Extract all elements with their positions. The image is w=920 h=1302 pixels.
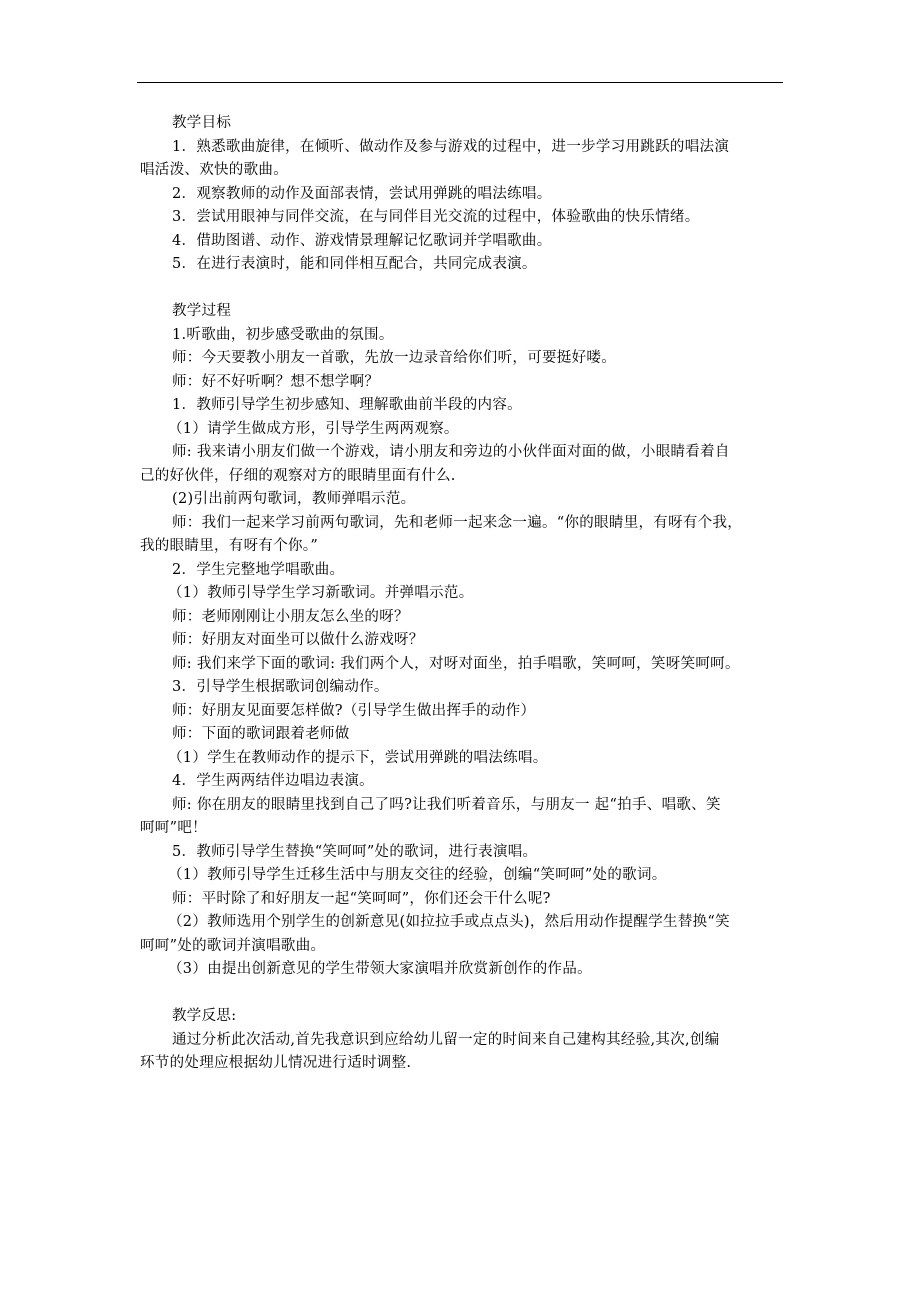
process-line: 5．教师引导学生替换“笑呵呵”处的歌词，进行表演唱。	[172, 843, 538, 860]
process-line: 4．学生两两结伴边唱边表演。	[172, 773, 374, 789]
process-line: 我的眼睛里，有呀有个你。”	[140, 538, 319, 554]
header-rule	[137, 82, 783, 83]
process-line: 师：下面的歌词跟着老师做	[172, 726, 350, 742]
process-line: （1）请学生做成方形，引导学生两两观察。	[168, 420, 459, 437]
process-line: 1．教师引导学生初步感知、理解歌曲前半段的内容。	[172, 397, 522, 413]
process-line: 师：今天要教小朋友一首歌，先放一边录音给你们听，可要挺好喽。	[172, 350, 616, 366]
reflection-line: 通过分析此次活动,首先我意识到应给幼儿留一定的时间来自己建构其经验,其次,创编	[172, 1031, 720, 1048]
process-heading: 教学过程	[172, 303, 232, 319]
process-line: 师: 我来请小朋友们做一个游戏，请小朋友和旁边的小伙伴面对面的做，小眼睛看着自	[172, 444, 730, 460]
process-line: 师：我们一起来学习前两句歌词，先和老师一起来念一遍。“你的眼睛里，有呀有个我，	[172, 514, 743, 531]
process-line: 师：好朋友对面坐可以做什么游戏呀？	[172, 632, 424, 648]
process-line: 师：好朋友见面要怎样做?（引导学生做出挥手的动作）	[172, 702, 536, 719]
process-line: （2）教师选用个别学生的创新意见(如拉拉手或点点头)，然后用动作提醒学生替换“笑	[168, 914, 730, 930]
process-line: 师：好不好听啊？想不想学啊？	[172, 373, 380, 390]
process-line: 2．学生完整地学唱歌曲。	[172, 561, 345, 578]
reflection-heading: 教学反思:	[172, 1008, 237, 1024]
section-spacer	[140, 982, 785, 1006]
process-line: （1）教师引导学生迁移生活中与朋友交往的经验，创编“笑呵呵”处的歌词。	[168, 867, 667, 883]
goals-line: 2．观察教师的动作及面部表情，尝试用弹跳的唱法练唱。	[172, 185, 552, 202]
process-line: 师: 你在朋友的眼睛里找到自己了吗?让我们听着音乐，与朋友一 起“拍手、唱歌、笑	[172, 796, 721, 813]
process-line: 呵呵”处的歌词并演唱歌曲。	[140, 937, 326, 954]
goals-line: 3．尝试用眼神与同伴交流，在与同伴目光交流的过程中，体验歌曲的快乐情绪。	[172, 209, 700, 225]
process-line: （1）教师引导学生学习新歌词。并弹唱示范。	[168, 585, 474, 601]
process-line: 3．引导学生根据歌词创编动作。	[172, 679, 389, 695]
process-line: 师：平时除了和好朋友一起“笑呵呵”，你们还会干什么呢?	[172, 890, 551, 907]
goals-heading: 教学目标	[172, 115, 232, 131]
process-line: 己的好伙伴，仔细的观察对方的眼睛里面有什么.	[140, 467, 456, 484]
document-body	[140, 112, 785, 1076]
process-line: 呵呵”吧！	[140, 820, 207, 836]
goals-line: 4．借助图谱、动作、游戏情景理解记忆歌词并学唱歌曲。	[172, 232, 552, 249]
section-spacer	[140, 277, 785, 301]
goals-line: 唱活泼、欢快的歌曲。	[140, 162, 288, 178]
goals-line: 5．在进行表演时，能和同伴相互配合，共同完成表演。	[172, 256, 537, 272]
process-line: （1）学生在教师动作的提示下，尝试用弹跳的唱法练唱。	[168, 749, 548, 766]
process-line: （3）由提出创新意见的学生带领大家演唱并欣赏新创作的作品。	[168, 961, 592, 977]
reflection-line: 环节的处理应根据幼儿情况进行适时调整.	[140, 1055, 412, 1071]
process-line: 1.听歌曲，初步感受歌曲的氛围。	[172, 326, 394, 343]
process-line: 师：老师刚刚让小朋友怎么坐的呀？	[172, 608, 409, 625]
process-line: 师: 我们来学下面的歌词: 我们两个人，对呀对面坐，拍手唱歌，笑呵呵，笑呀笑呵呵。	[172, 655, 740, 672]
goals-line: 1．熟悉歌曲旋律，在倾听、做动作及参与游戏的过程中，进一步学习用跳跃的唱法演	[172, 138, 730, 155]
process-line: (2)引出前两句歌词，教师弹唱示范。	[172, 491, 416, 507]
